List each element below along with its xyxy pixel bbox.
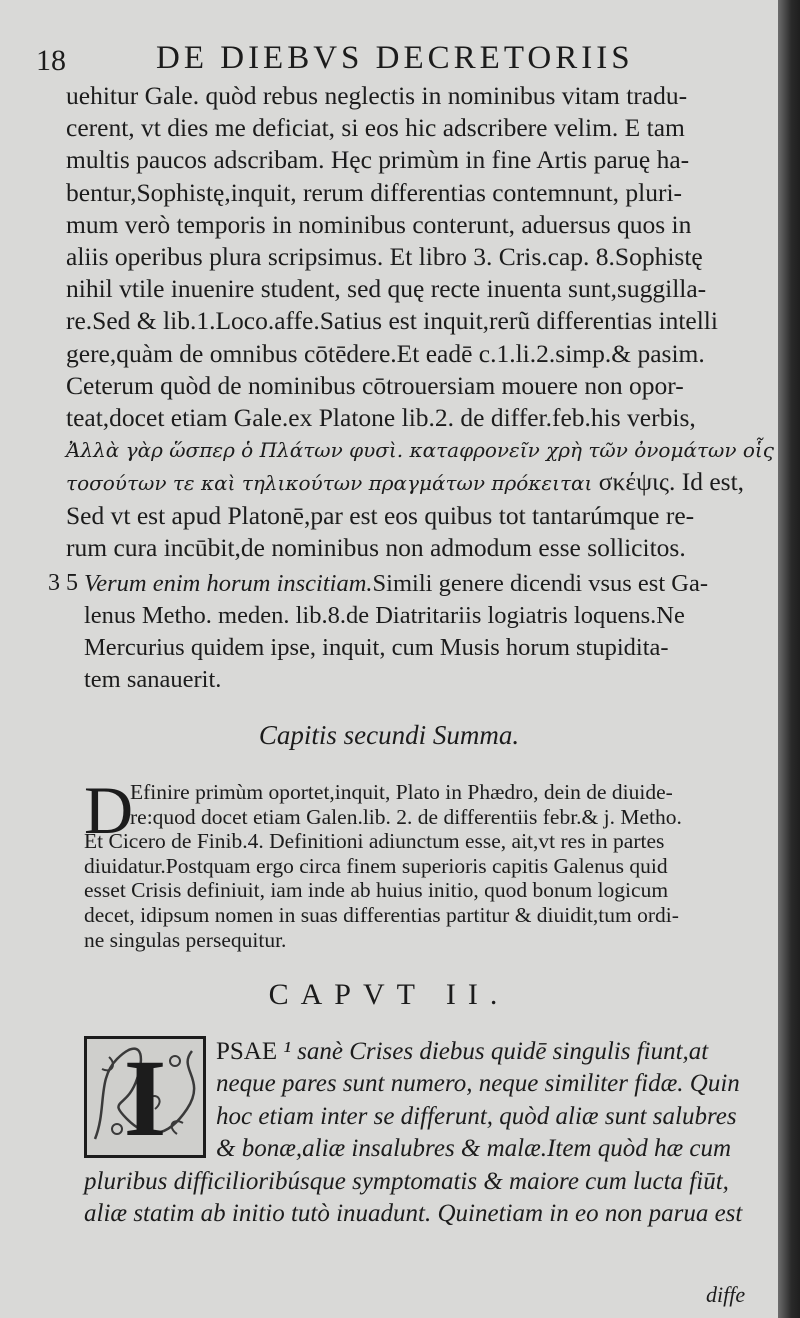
text-line: cerent, vt dies me deficiat, si eos hic adscribere velim. E tam <box>66 113 685 143</box>
text-line: re:quod docet etiam Galen.lib. 2. de differentiis febr.& j. Metho. <box>130 804 682 829</box>
chapter-heading: CAPVT II. <box>268 978 510 1011</box>
margin-note-number: 3 5 <box>48 570 78 596</box>
text-line: multis paucos adscribam. Hęc primùm in fine Artis paruę ha- <box>66 145 690 175</box>
text-line: ne singulas persequitur. <box>84 927 287 952</box>
paragraph-galen-quotations <box>66 80 774 564</box>
text-line <box>84 1036 764 1068</box>
text-line: nihil vtile inuenire student, sed quę recte inuenta sunt,suggilla- <box>66 274 707 304</box>
opening-word: PSAE <box>216 1038 278 1065</box>
text-line: diuidatur.Postquam ergo circa finem superioris capitis Galenus quid <box>84 853 668 878</box>
summary-heading: Capitis secundi Summa. <box>258 720 520 750</box>
text-line: uehitur Gale. quòd rebus neglectis in nominibus vitam tradu- <box>66 81 688 110</box>
text-line: decet, idipsum nomen in suas differentias partitur & diuidit,tum ordi- <box>84 902 679 927</box>
text-line: rum cura incūbit,de nominibus non admodum esse sollicitos. <box>66 532 686 562</box>
lemma-rest: Simili genere dicendi vsus est Ga- <box>372 570 708 597</box>
greek-quote-tail: σκέψις. Id est, <box>598 467 745 497</box>
initial-letter: I <box>123 1037 167 1159</box>
paragraph-lemma <box>84 568 764 696</box>
text-line: esset Crisis definiuit, iam inde ab huius initio, quod bonum logicum <box>84 878 669 903</box>
page-header <box>36 36 756 82</box>
lemma-italic: Verum enim horum inscitiam. <box>84 570 373 597</box>
drop-cap-d: D <box>84 772 134 848</box>
text-line: Sed vt est apud Platonē,par est eos quibus tot tantarúmque re- <box>66 500 695 530</box>
text-line: Ceterum quòd de nominibus cōtrouersiam mouere non opor- <box>66 370 684 400</box>
text-line: lenus Metho. meden. lib.8.de Diatritariis logiatris loquens.Ne <box>84 602 685 629</box>
page-edge-shadow <box>778 0 800 1318</box>
text-line: hoc etiam inter se differunt, quòd aliæ sunt salubres <box>216 1102 737 1130</box>
text-line: Efinire primùm oportet,inquit, Plato in Phædro, dein de diuide- <box>130 780 673 804</box>
running-head: DE DIEBVS DECRETORIIS <box>156 40 634 76</box>
paragraph-chapter-opening <box>84 1036 764 1230</box>
text-line: aliis operibus plura scripsimus. Et libro 3. Cris.cap. 8.Sophistę <box>66 242 703 272</box>
greek-quote-text: τοσούτων τε καὶ τηλικούτων πραγμάτων πρόκειται <box>66 471 593 496</box>
text-line: neque pares sunt numero, neque similiter fidæ. Quin <box>216 1070 740 1098</box>
text-line <box>84 568 764 600</box>
text-line: teat,docet etiam Gale.ex Platone lib.2. de differ.feb.his verbis, <box>66 403 696 433</box>
text-line: mum verò temporis in nominibus conterunt, aduersus quos in <box>66 209 692 239</box>
greek-quote-line-with-tail <box>66 466 766 499</box>
text-line: Et Cicero de Finib.4. Definitioni adiunctum esse, ait,vt res in partes <box>84 829 665 854</box>
text-line: aliæ statim ab initio tutò inuadunt. Quinetiam in eo non parua est <box>84 1200 743 1228</box>
text-line: & bonæ,aliæ insalubres & malæ.Item quòd hæ cum <box>216 1135 732 1163</box>
text-line: pluribus difficilioribúsque symptomatis & maiore cum lucta fiūt, <box>84 1167 729 1195</box>
paragraph-summary <box>84 772 764 952</box>
text-line: gere,quàm de omnibus cōtēdere.Et eadē c.1.li.2.simp.& pasim. <box>66 338 705 368</box>
catchword: diffe <box>706 1282 746 1307</box>
text-line: bentur,Sophistę,inquit, rerum differentias contemnunt, pluri- <box>66 177 683 207</box>
text-line: re.Sed & lib.1.Loco.affe.Satius est inquit,rerũ differentias intelli <box>66 306 718 336</box>
text-line: tem sanauerit. <box>84 666 222 693</box>
folio-number: 18 <box>36 44 66 77</box>
opening-rest: ¹ sanè Crises diebus quidē singulis fiunt,at <box>277 1038 709 1065</box>
text-line: Mercurius quidem ipse, inquit, cum Musis horum stupidita- <box>84 634 669 661</box>
greek-quote-line: Ἀλλὰ γὰρ ὥσπερ ὁ Πλάτων φυσὶ. κατaφρονεῖν χρὴ τῶν ὀνομάτων οἷς <box>66 438 774 463</box>
